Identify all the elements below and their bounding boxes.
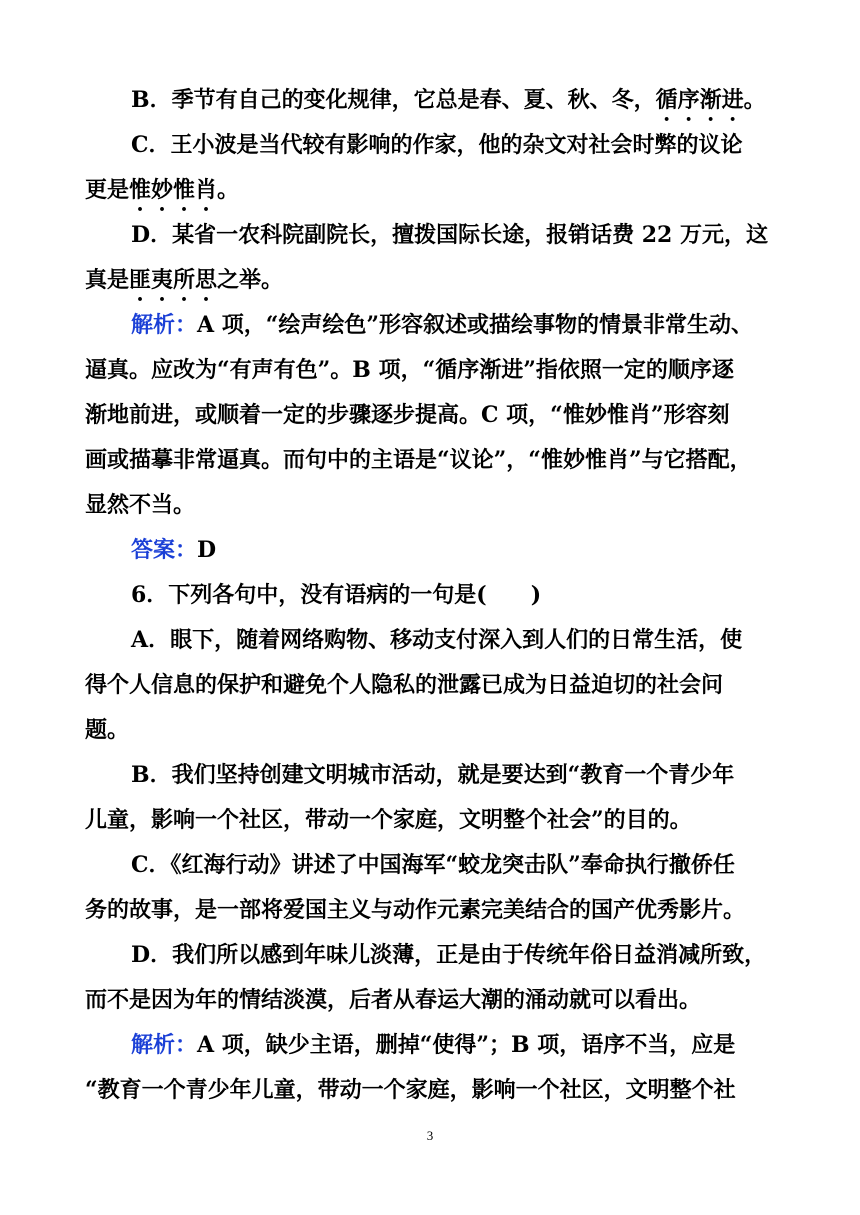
text-span: A 项，缺少主语，删掉“使得”；B 项，语序不当，应是: [197, 1032, 736, 1058]
q6-option-a-2: 得个人信息的保护和避免个人隐私的泄露已成为日益迫切的社会问: [85, 672, 724, 698]
option-c-line: C．王小波是当代较有影响的作家，他的杂文对社会时弊的议论: [131, 132, 743, 158]
text-span: 。: [743, 87, 766, 113]
text-span: 真是: [85, 267, 130, 293]
analysis-line-3: 渐地前进，或顺着一定的步骤逐步提高。C 项，“惟妙惟肖”形容刻: [85, 402, 730, 428]
analysis-line-4: 画或描摹非常逼真。而句中的主语是“议论”，“惟妙惟肖”与它搭配，: [85, 447, 752, 473]
q6-option-c: C．《红海行动》讲述了中国海军“蛟龙突击队”奉命执行撤侨任: [131, 852, 735, 878]
analysis-line: [131, 310, 753, 340]
analysis-label: 解析：: [131, 1032, 198, 1058]
q6-option-d: D．我们所以感到年味儿淡薄，正是由于传统年俗日益消减所致，: [131, 942, 767, 968]
page-number: 3: [426, 1128, 434, 1143]
analysis-line-2: 逼真。应改为“有声有色”。B 项，“循序渐进”指依照一定的顺序逐: [85, 357, 734, 383]
q6-option-d-2: 而不是因为年的情结淡漠，后者从春运大潮的涌动就可以看出。: [85, 987, 702, 1013]
q6-analysis-line: [131, 1030, 735, 1060]
q6-analysis-line-2: “教育一个青少年儿童，带动一个家庭，影响一个社区，文明整个社: [85, 1077, 736, 1103]
text-span: B．季节有自己的变化规律，它总是春、夏、秋、冬，: [131, 87, 656, 113]
answer-value: D: [197, 537, 217, 563]
option-c-line-2: [85, 175, 239, 205]
text-span: 之举。: [217, 267, 284, 293]
q6-option-b: B．我们坚持创建文明城市活动，就是要达到“教育一个青少年: [131, 762, 735, 788]
answer-line: [131, 535, 216, 565]
text-span: 。: [217, 177, 240, 203]
option-b-line: [131, 85, 766, 115]
emphasized-phrase: 循序渐进: [655, 87, 744, 113]
answer-label: 答案：: [131, 537, 198, 563]
q6-option-a: A．眼下，随着网络购物、移动支付深入到人们的日常生活，使: [131, 627, 743, 653]
analysis-line-5: 显然不当。: [85, 492, 196, 518]
option-d-line: D．某省一农科院副院长，擅拨国际长途，报销话费 22 万元，这: [131, 222, 769, 248]
text-span: A 项，“绘声绘色”形容叙述或描绘事物的情景非常生动、: [197, 312, 754, 338]
question-6-stem: 6．下列各句中，没有语病的一句是( ): [131, 582, 542, 608]
emphasized-phrase: 惟妙惟肖: [129, 177, 218, 203]
text-span: 更是: [85, 177, 130, 203]
analysis-label: 解析：: [131, 312, 198, 338]
emphasized-phrase: 匪夷所思: [129, 267, 218, 293]
q6-option-b-2: 儿童，影响一个社区，带动一个家庭，文明整个社会”的目的。: [85, 807, 692, 833]
q6-option-a-3: 题。: [85, 717, 130, 743]
option-d-line-2: [85, 265, 283, 295]
q6-option-c-2: 务的故事，是一部将爱国主义与动作元素完美结合的国产优秀影片。: [85, 897, 746, 923]
